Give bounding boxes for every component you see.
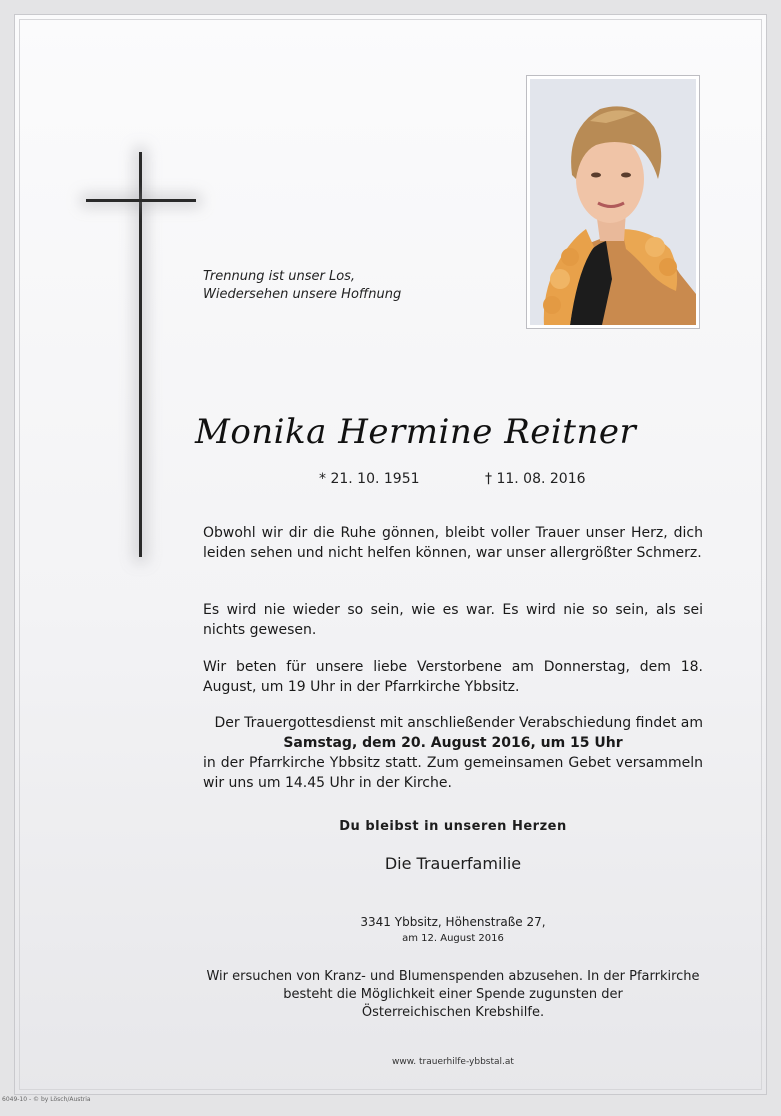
funeral-service-info [203, 713, 703, 793]
address-block [203, 913, 703, 947]
motto-line-1: Trennung ist unser Los, [203, 269, 356, 284]
paragraph-prayer: Wir beten für unsere liebe Verstorbene am Donnerstag, dem 18. August, um 19 Uhr in der Pfarrkirche Ybbsitz. [203, 659, 703, 695]
paragraph-never-again: Es wird nie wieder so sein, wie es war. Es wird nie so sein, als sei nichts gewesen. [203, 602, 703, 638]
life-dates [315, 471, 615, 491]
motto [203, 268, 463, 304]
donation-notice [203, 968, 703, 1022]
death-date: † 11. 08. 2016 [485, 471, 586, 487]
service-line-4: wir uns um 14.45 Uhr in der Kirche. [203, 775, 452, 791]
cross-vertical-bar [139, 152, 142, 557]
address-line: 3341 Ybbsitz, Höhenstraße 27, [360, 915, 546, 929]
service-line-1: Der Trauergottesdienst mit anschließender Verabschiedung findet am [214, 715, 703, 731]
paragraph-grief: Obwohl wir dir die Ruhe gönnen, bleibt voller Trauer unser Herz, dich leiden sehen und nicht helfen können, war unser allergrößter Schmerz. [203, 525, 703, 561]
donation-line-2: besteht die Möglichkeit einer Spende zugunsten der [283, 987, 623, 1002]
donation-line-1: Wir ersuchen von Kranz- und Blumenspenden abzusehen. In der Pfarrkirche [206, 969, 700, 984]
donation-line-3: Österreichischen Krebshilfe. [361, 1005, 545, 1020]
deceased-name: Monika Hermine Reitner [195, 412, 637, 452]
print-footer: 6049-10 - © by Lösch/Austria [2, 1096, 91, 1103]
birth-date: * 21. 10. 1951 [319, 471, 420, 487]
family-signature: Die Trauerfamilie [384, 854, 522, 873]
motto-line-2: Wiedersehen unsere Hoffnung [203, 287, 402, 302]
portrait-image [530, 79, 696, 325]
address-date: am 12. August 2016 [402, 933, 504, 944]
service-date-time: Samstag, dem 20. August 2016, um 15 Uhr [283, 735, 623, 751]
cross-horizontal-bar [86, 199, 196, 202]
website-link[interactable]: www. trauerhilfe-ybbstal.at [392, 1057, 514, 1067]
obituary-sheet [14, 14, 767, 1095]
portrait-photo [526, 75, 700, 329]
service-line-3: in der Pfarrkirche Ybbsitz statt. Zum gemeinsamen Gebet versammeln [203, 755, 703, 771]
closing-line: Du bleibst in unseren Herzen [339, 819, 567, 834]
